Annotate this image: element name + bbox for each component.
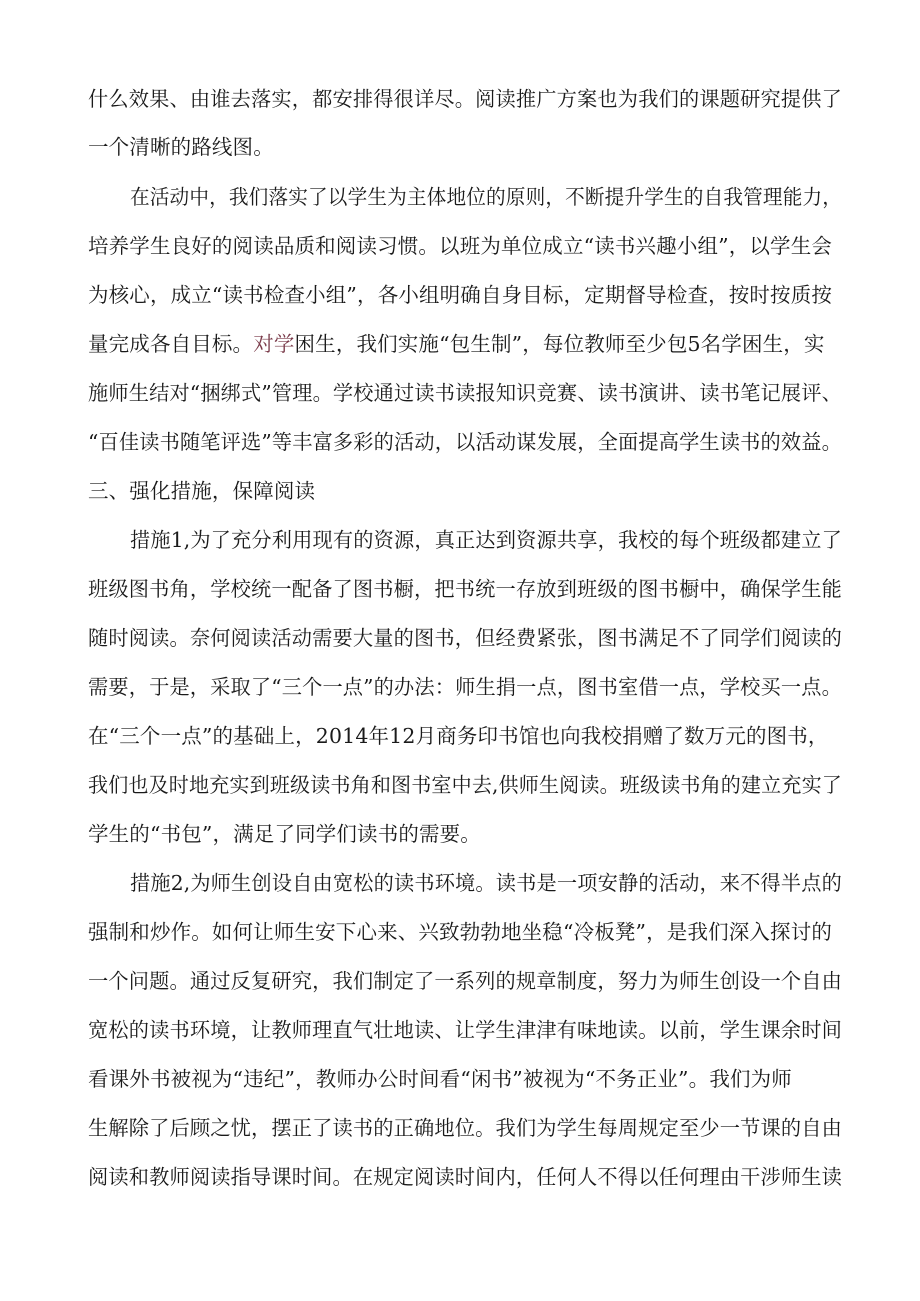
highlighted-text: 对学 [253, 332, 295, 356]
text-segment: 困生，我们实施“包生制”，每位教师至少包5名学困生，实 [294, 332, 825, 356]
text-line: 看课外书被视为“违纪”，教师办公时间看“闲书”被视为“不务正业”。我们为师 [88, 1067, 792, 1091]
text-line: “百佳读书随笔评选”等丰富多彩的活动，以活动谋发展，全面提高学生读书的效益。 [88, 430, 842, 454]
text-line: 宽松的读书环境，让教师理直气壮地读、让学生津津有味地读。以前，学生课余时间 [88, 1018, 842, 1042]
text-line: 阅读和教师阅读指导课时间。在规定阅读时间内，任何人不得以任何理由干涉师生读 [88, 1165, 842, 1189]
text-line: 强制和炒作。如何让师生安下心来、兴致勃勃地坐稳“冷板凳”，是我们深入探讨的 [88, 920, 833, 944]
text-line: 什么效果、由谁去落实，都安排得很详尽。阅读推广方案也为我们的课题研究提供了 [88, 87, 842, 111]
paragraph-first-line: 措施1,为了充分利用现有的资源，真正达到资源共享，我校的每个班级都建立了 [130, 528, 843, 552]
text-line: 随时阅读。奈何阅读活动需要大量的图书，但经费紧张，图书满足不了同学们阅读的 [88, 626, 842, 650]
text-line: 需要，于是，采取了“三个一点”的办法：师生捐一点，图书室借一点，学校买一点。 [88, 675, 842, 699]
paragraph-first-line: 措施2,为师生创设自由宽松的读书环境。读书是一项安静的活动，来不得半点的 [130, 871, 843, 895]
text-line: 培养学生良好的阅读品质和阅读习惯。以班为单位成立“读书兴趣小组”，以学生会 [88, 234, 833, 258]
text-line: 班级图书角，学校统一配备了图书橱，把书统一存放到班级的图书橱中，确保学生能 [88, 577, 842, 601]
text-line: 一个清晰的路线图。 [88, 135, 274, 159]
text-line [88, 324, 920, 364]
text-line: 一个问题。通过反复研究，我们制定了一系列的规章制度，努力为师生创设一个自由 [88, 969, 842, 993]
text-line: 为核心，成立“读书检查小组”，各小组明确自身目标，定期督导检查，按时按质按 [88, 283, 833, 307]
paragraph-first-line: 在活动中，我们落实了以学生为主体地位的原则，不断提升学生的自我管理能力， [130, 185, 843, 209]
text-line: 生解除了后顾之忧，摆正了读书的正确地位。我们为学生每周规定至少一节课的自由 [88, 1116, 842, 1140]
text-segment: 量完成各自目标。 [88, 332, 254, 356]
section-heading: 三、强化措施，保障阅读 [88, 479, 316, 503]
text-line: 施师生结对“捆绑式”管理。学校通过读书读报知识竞赛、读书演讲、读书笔记展评、 [88, 381, 842, 405]
text-line: 我们也及时地充实到班级读书角和图书室中去,供师生阅读。班级读书角的建立充实了 [88, 773, 842, 797]
text-line: 学生的“书包”，满足了同学们读书的需要。 [88, 822, 481, 846]
text-line: 在“三个一点”的基础上，2014年12月商务印书馆也向我校捐赠了数万元的图书， [88, 724, 829, 748]
